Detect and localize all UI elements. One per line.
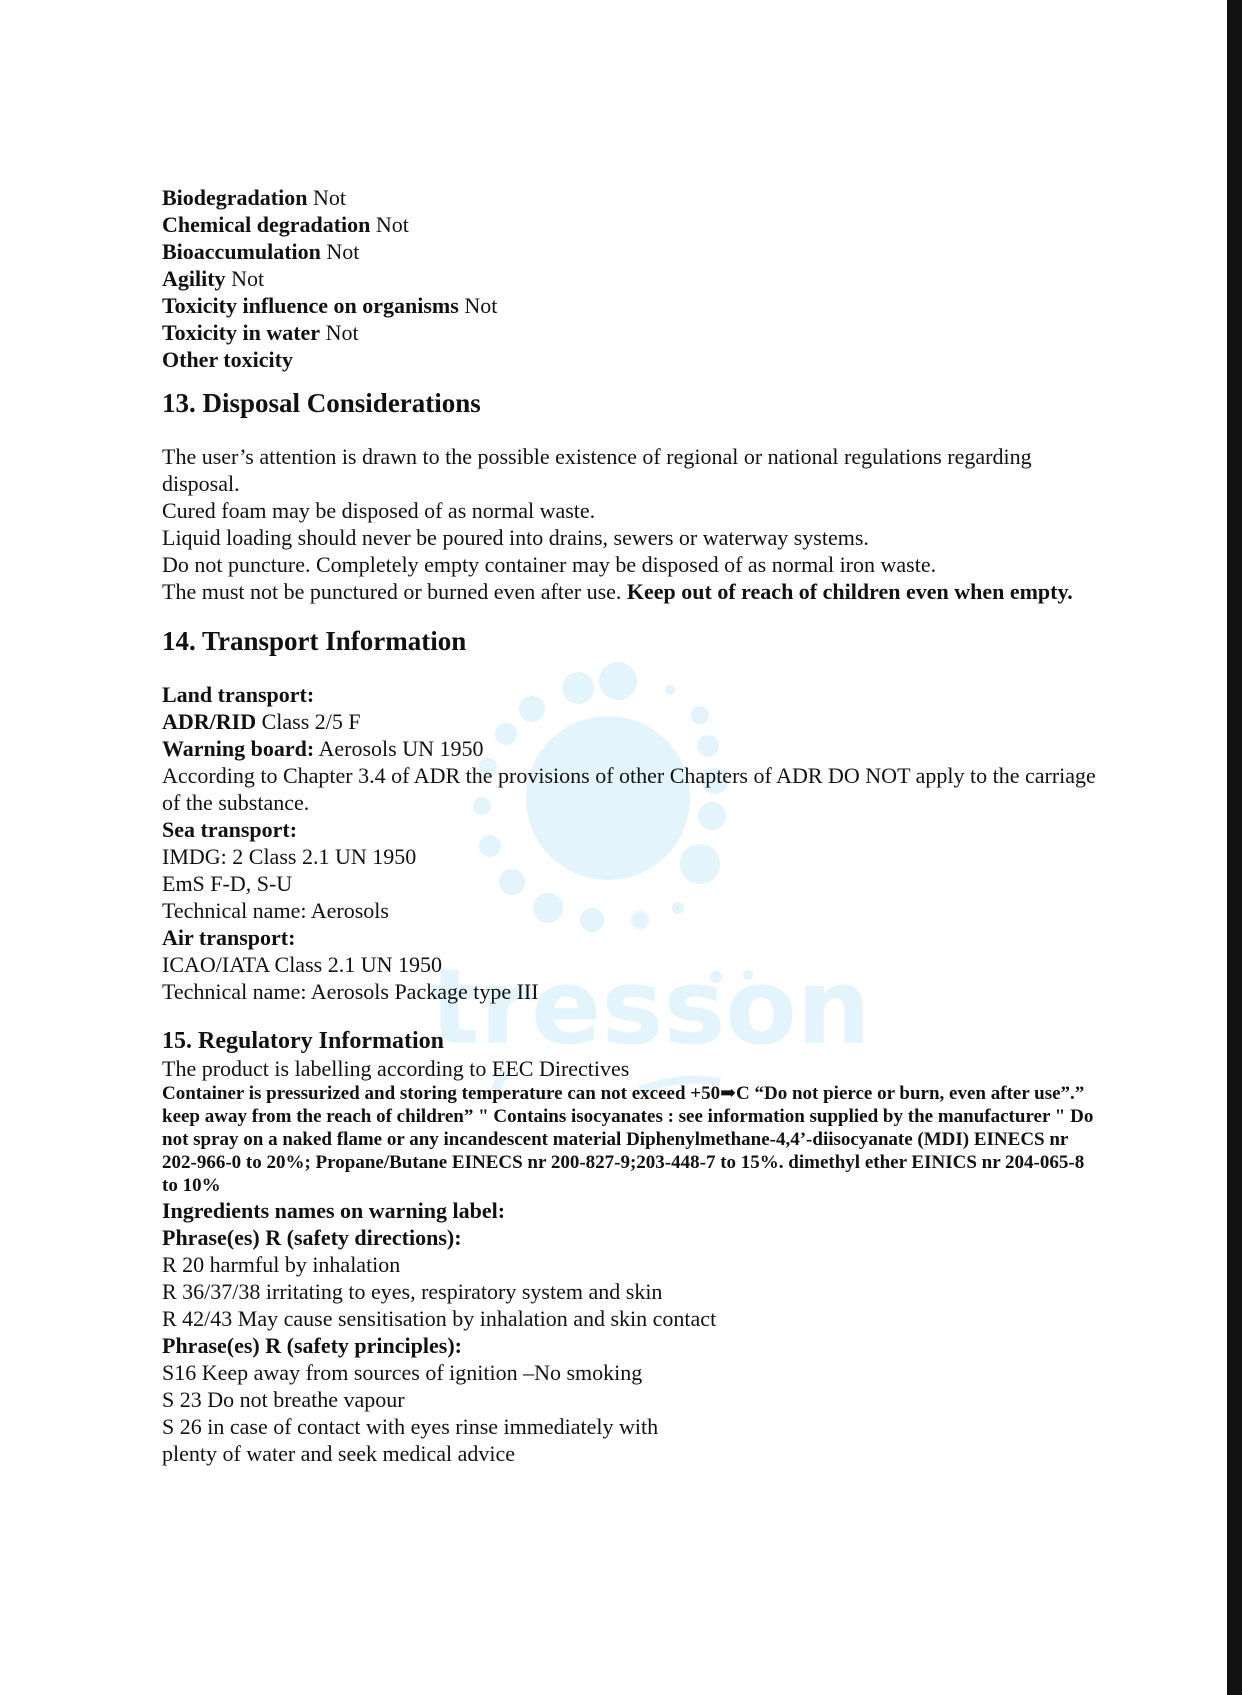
section-13-body	[162, 443, 1102, 605]
ecology-row	[162, 265, 1102, 292]
adr-rid-row	[162, 708, 1102, 735]
ecology-value: Not	[326, 239, 360, 264]
r-phrase: R 20 harmful by inhalation	[162, 1252, 401, 1277]
document-content	[162, 184, 1102, 1467]
ecology-row	[162, 184, 1102, 211]
r-phrase: R 42/43 May cause sensitisation by inhalation and skin contact	[162, 1306, 717, 1331]
section-13-title: 13. Disposal Considerations	[162, 388, 481, 418]
ecology-value: Not	[231, 266, 265, 291]
r-phrases-label: Phrase(es) R (safety directions):	[162, 1225, 462, 1250]
ecology-value: Not	[375, 212, 409, 237]
adr-chapter-note: According to Chapter 3.4 of ADR the provisions of other Chapters of ADR DO NOT apply to the carriage of the substance.	[162, 763, 1096, 815]
imdg-line: IMDG: 2 Class 2.1 UN 1950	[162, 844, 417, 869]
warning-board-row	[162, 735, 1102, 762]
disposal-paragraph: Liquid loading should never be poured into drains, sewers or waterway systems.	[162, 525, 869, 550]
ecology-row	[162, 292, 1102, 319]
section-14-title: 14. Transport Information	[162, 626, 467, 656]
warning-board-value: Aerosols UN 1950	[318, 736, 484, 761]
adr-value: Class 2/5 F	[261, 709, 361, 734]
r-phrase: R 36/37/38 irritating to eyes, respiratory system and skin	[162, 1279, 663, 1304]
ecology-row	[162, 211, 1102, 238]
ecology-row	[162, 238, 1102, 265]
ecology-label: Toxicity influence on organisms	[162, 293, 459, 318]
ecology-list	[162, 184, 1102, 373]
s-phrase: S16 Keep away from sources of ignition –No smoking	[162, 1360, 643, 1385]
warning-board-label: Warning board:	[162, 736, 315, 761]
air-transport-label: Air transport:	[162, 925, 296, 950]
land-transport-label: Land transport:	[162, 682, 315, 707]
regulatory-intro: The product is labelling according to EEC Directives	[162, 1056, 630, 1081]
ecology-label: Other toxicity	[162, 347, 293, 372]
ecology-row	[162, 346, 1102, 373]
disposal-warning	[162, 578, 1102, 605]
ingredients-label: Ingredients names on warning label:	[162, 1198, 506, 1223]
ecology-value: Not	[312, 185, 346, 210]
ecology-label: Chemical degradation	[162, 212, 371, 237]
viewer-edge	[1227, 0, 1242, 1695]
container-warning-text: Container is pressurized and storing temperature can not exceed +50➡C “Do not pierce or burn, even after use”.” keep away from the reach of children” " Contains isocyanates : see information supplied by the manufacturer " Do not spray on a naked flame or any incandescent material Diphenylmethane-4,4’-diisocyanate (MDI) EINECS nr 202-966-0 to 20%; Propane/Butane EINECS nr 200-827-9;203-448-7 to 15%. dimethyl ether EINICS nr 204-065-8 to 10%	[162, 1083, 1094, 1196]
sea-technical-name: Technical name: Aerosols	[162, 898, 389, 923]
section-15-body	[162, 1055, 1102, 1467]
s-phrase: S 23 Do not breathe vapour	[162, 1387, 405, 1412]
adr-label: ADR/RID	[162, 709, 257, 734]
disposal-paragraph: The user’s attention is drawn to the possible existence of regional or national regulations regarding disposal.	[162, 444, 1032, 496]
ecology-label: Agility	[162, 266, 226, 291]
s-phrase: S 26 in case of contact with eyes rinse immediately with	[162, 1414, 659, 1439]
ecology-label: Biodegradation	[162, 185, 308, 210]
disposal-warning-bold: Keep out of reach of children even when empty.	[626, 579, 1073, 604]
icao-line: ICAO/IATA Class 2.1 UN 1950	[162, 952, 442, 977]
disposal-paragraph: Cured foam may be disposed of as normal waste.	[162, 498, 596, 523]
air-technical-name: Technical name: Aerosols Package type III	[162, 979, 539, 1004]
ecology-value: Not	[325, 320, 359, 345]
section-15-title: 15. Regulatory Information	[162, 1028, 444, 1054]
section-14-body	[162, 681, 1102, 1005]
watermark-text: tresson	[430, 946, 871, 1068]
s-phrases-label: Phrase(es) R (safety principles):	[162, 1333, 462, 1358]
ecology-value: Not	[464, 293, 498, 318]
ecology-row	[162, 319, 1102, 346]
s-phrase: plenty of water and seek medical advice	[162, 1441, 516, 1466]
ems-line: EmS F-D, S-U	[162, 871, 293, 896]
disposal-paragraph: Do not puncture. Completely empty container may be disposed of as normal iron waste.	[162, 552, 937, 577]
ecology-label: Bioaccumulation	[162, 239, 321, 264]
disposal-warning-text: The must not be punctured or burned even after use.	[162, 579, 622, 604]
ecology-label: Toxicity in water	[162, 320, 321, 345]
sea-transport-label: Sea transport:	[162, 817, 298, 842]
